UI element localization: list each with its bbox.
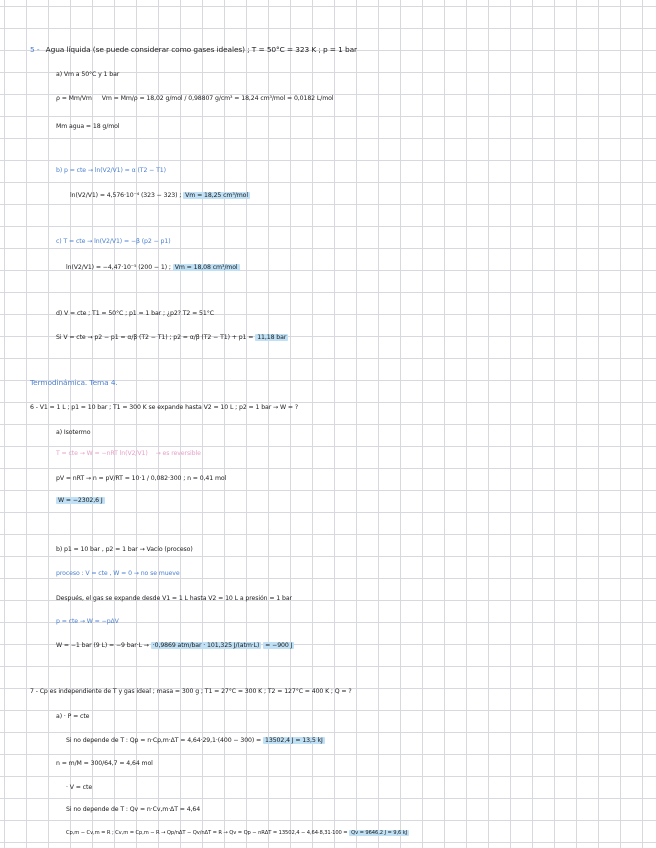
section-6-part-b-step2: p = cte → W = −pΔV <box>56 618 119 625</box>
section-6-part-a-equation-line <box>56 450 201 458</box>
section-7-final-line <box>66 829 409 837</box>
heat-constant-pressure-equation: Si no depende de T : Qp = n·Cp,m·ΔT = 4,64·29,1·(400 − 300) = <box>66 737 262 744</box>
part-b-result: Vm = 18,25 cm³/mol <box>185 192 248 199</box>
section-6-part-b-equation: W = −1 bar (9 L) = −9 bar·L → <box>56 642 149 649</box>
reversible-note: → es reversible <box>155 450 201 457</box>
part-d-equation: Si V = cte → p2 − p1 = α/β (T2 − T1) ; p2 = α/β (T2 − T1) + p1 = <box>56 334 254 341</box>
moles-calculation: pV = nRT → n = pV/RT = 10·1 / 0,082·300 ; n = 0,41 mol <box>56 475 227 482</box>
molar-mass-line: Mm agua = 18 g/mol <box>56 123 120 130</box>
section-6-heading: 6 - V1 = 1 L ; p1 = 10 bar ; T1 = 300 K se expande hasta V2 = 10 L ; p2 = 1 bar → W = ? <box>30 404 299 411</box>
part-c-result: Vm = 18,08 cm³/mol <box>174 264 238 271</box>
part-c-equation-line <box>66 264 240 272</box>
section-6-part-b-result: = −900 J <box>265 642 293 649</box>
isothermal-work-equation: T = cte → W = −nRT ln(V2/V1) <box>56 450 148 457</box>
mayer-relation-equation: Cp,m − Cv,m = R ; Cv,m = Cp,m − R → Qp/nΔT − Qv/nΔT = R → Qv = Qp − nRΔT = 13502,4 − 4,64·8,31·100 = <box>66 830 348 836</box>
part-b-equation: ln(V2/V1) = 4,576·10⁻⁴ (323 − 323) ; <box>70 192 182 199</box>
part-a-title: a) Vm a 50°C y 1 bar <box>56 71 120 78</box>
density-equation: ρ = Mm/Vm <box>56 95 92 102</box>
part-d-title: d) V = cte ; T1 = 50°C ; p1 = 1 bar ; ¿p2? T2 = 51°C <box>56 310 214 317</box>
part-a-equations <box>56 95 333 103</box>
part-d-equation-line <box>56 334 288 342</box>
section-7-heading: 7 - Cp es independiente de T y gas ideal ; masa = 300 g ; T1 = 27°C = 300 K ; T2 = 127°C = 400 K ; Q = ? <box>30 688 352 695</box>
section-6-part-a-result-line <box>56 497 105 505</box>
part-c-equation: ln(V2/V1) = −4,47·10⁻⁵ (200 − 1) ; <box>66 264 171 271</box>
section-6-part-a-result: W = −2302,6 J <box>58 497 103 504</box>
part-b-title: b) p = cte → ln(V2/V1) = α (T2 − T1) <box>56 167 166 174</box>
section-7-final-result: Qv = 9646,2 J = 9,6 kJ <box>351 830 408 836</box>
section-6-part-b-title: b) p1 = 10 bar , p2 = 1 bar → Vacío (proceso) <box>56 546 193 553</box>
section-7-part-a-title: a) · P = cte <box>56 713 90 720</box>
section-7-part-a-equation-line <box>66 737 325 745</box>
section-heading: Agua líquida (se puede considerar como gases ideales) ; T = 50°C = 323 K ; p = 1 bar <box>45 45 357 54</box>
heat-constant-volume-equation: Si no depende de T : Qv = n·Cv,m·ΔT = 4,64 <box>66 806 201 813</box>
section-6-part-b-text: Después, el gas se expande desde V1 = 1 L hasta V2 = 10 L a presión = 1 bar <box>56 595 292 602</box>
constant-volume-title: · V = cte <box>66 784 93 791</box>
unit-conversion: ·0,9869 atm/bar · 101,325 J/(atm·L) <box>152 642 260 649</box>
part-d-result: 11,18 bar <box>257 334 287 341</box>
section-7-part-a-result: 13502,4 J = 13,5 kJ <box>265 737 323 744</box>
section-number: 5 - <box>30 45 40 54</box>
topic-heading: Termodinámica. Tema 4. <box>30 378 118 387</box>
moles-equation: n = m/M = 300/64,7 = 4,64 mol <box>56 760 153 767</box>
part-c-title: c) T = cte → ln(V2/V1) = −β (p2 − p1) <box>56 238 171 245</box>
section-5-heading-line <box>30 46 357 54</box>
section-6-part-a-title: a) Isotermo <box>56 429 91 436</box>
molar-volume-equation: Vm = Mm/ρ = 18,02 g/mol / 0,98807 g/cm³ = 18,24 cm³/mol = 0,0182 L/mol <box>101 95 334 102</box>
part-b-equation-line <box>70 192 250 200</box>
section-6-part-b-step1: proceso : V = cte , W = 0 → no se mueve <box>56 570 180 577</box>
section-6-part-b-equation-line <box>56 642 294 650</box>
